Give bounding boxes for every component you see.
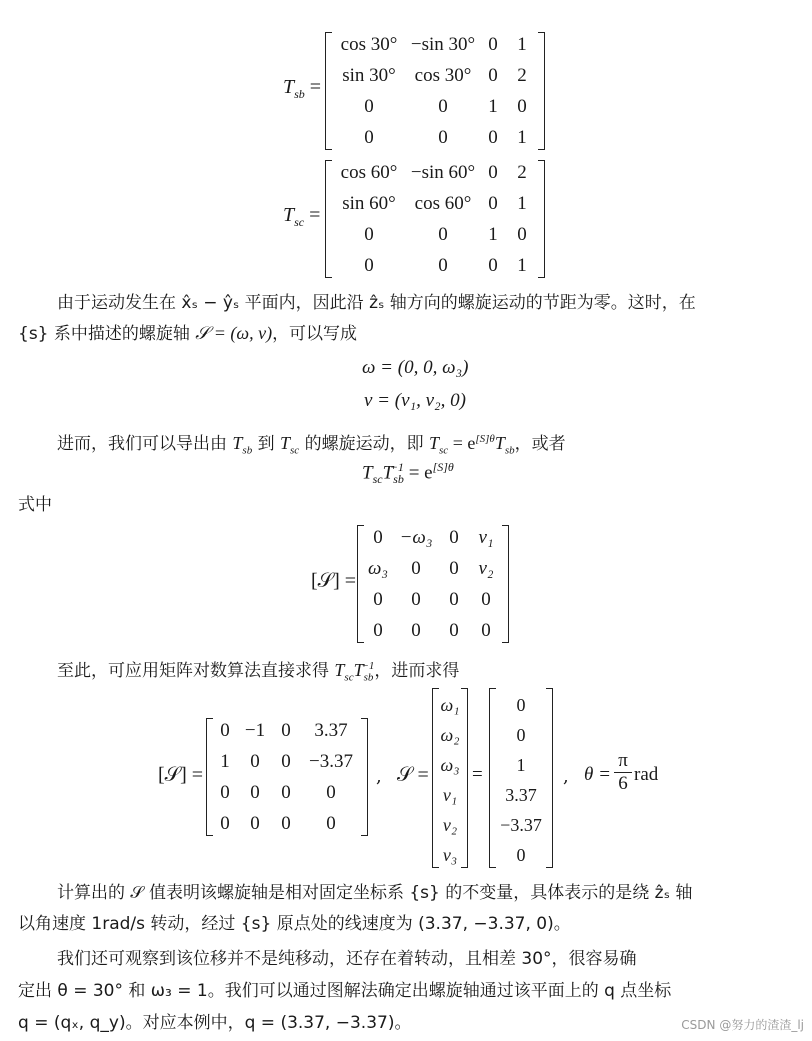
paragraph-matrix-log: 至此，可应用矩阵对数算法直接求得 $T_{sc}T_{sb}^{-1}$，进而求得 — [57, 660, 460, 684]
vector-entry: 0 — [516, 695, 526, 715]
v-equation: v = (v₁, v₂, 0) — [364, 390, 466, 411]
s-value-vector — [489, 688, 553, 868]
tsb-label: $T_{sb}$ = — [283, 76, 322, 101]
vector-entry: 0 — [516, 845, 526, 865]
equals-sign: = — [472, 764, 483, 785]
tsc-matrix — [325, 160, 545, 278]
matrix-cell: 1 — [517, 192, 527, 214]
vector-entry: 1 — [516, 755, 526, 775]
paragraph-angular-velocity: 以角速度 1rad/s 转动，经过 {s} 原点处的线速度为 (3.37, −3.37, 0)。 — [18, 914, 571, 934]
matrix-cell: −3.37 — [309, 750, 353, 772]
matrix-cell: cos 30° — [414, 64, 472, 86]
matrix-row — [363, 522, 503, 553]
matrix-cell: ω₃ — [367, 557, 389, 579]
vector-entry: ω₂ — [440, 725, 460, 745]
vector-entry: 0 — [516, 725, 526, 745]
tsb-matrix — [325, 32, 545, 150]
matrix-cell: 0 — [364, 254, 374, 276]
matrix-cell: 0 — [364, 126, 374, 148]
matrix-cell: 0 — [373, 526, 383, 548]
matrix-cell: −sin 30° — [410, 33, 476, 55]
omega-equation: ω = (0, 0, ω₃) — [362, 357, 469, 378]
matrix-cell: 0 — [281, 750, 291, 772]
matrix-cell: 0 — [438, 223, 448, 245]
theta-unit: rad — [634, 764, 659, 785]
matrix-cell: 0 — [373, 619, 383, 641]
matrix-row — [333, 219, 539, 250]
tsc-label: $T_{sc}$ = — [283, 204, 321, 229]
matrix-cell: 3.37 — [314, 719, 348, 741]
s-numeric-label: [𝒮] = — [158, 764, 204, 786]
matrix-cell: 0 — [481, 588, 491, 610]
matrix-cell: 0 — [481, 619, 491, 641]
vector-entry: v₁ — [442, 785, 458, 805]
matrix-row — [363, 615, 503, 646]
matrix-cell: cos 60° — [340, 161, 398, 183]
matrix-cell: 2 — [517, 64, 527, 86]
matrix-cell: 1 — [517, 33, 527, 55]
theta-fraction: $\frac{\pi}{6}$ — [614, 750, 632, 795]
matrix-cell: 0 — [220, 719, 230, 741]
matrix-cell: 1 — [517, 126, 527, 148]
matrix-cell: 0 — [281, 812, 291, 834]
matrix-cell: 0 — [250, 750, 260, 772]
matrix-cell: 0 — [250, 812, 260, 834]
paragraph-q-value: q = (qₓ, q_y)。对应本例中，q = (3.37, −3.37)。 — [18, 1013, 412, 1033]
shizhong-label: 式中 — [18, 495, 52, 515]
matrix-row — [212, 715, 362, 746]
vector-entry: v₂ — [442, 815, 458, 835]
matrix-cell: 2 — [517, 161, 527, 183]
paragraph-derive-screw: 进而，我们可以导出由 $T_{sb}$ 到 $T_{sc}$ 的螺旋运动，即 $T_{sc} = e^{[S]\theta}T_{sb}$，或者 — [57, 433, 566, 457]
matrix-cell: cos 60° — [414, 192, 472, 214]
paragraph-plane-motion: 由于运动发生在 x̂ₛ − ŷₛ 平面内，因此沿 ẑₛ 轴方向的螺旋运动的节距为零。这时，在 — [57, 293, 696, 313]
matrix-row — [212, 746, 362, 777]
matrix-row — [363, 584, 503, 615]
matrix-cell: 0 — [281, 719, 291, 741]
matrix-cell: 0 — [411, 619, 421, 641]
matrix-row — [363, 553, 503, 584]
matrix-cell: 0 — [364, 95, 374, 117]
matrix-cell: sin 60° — [342, 192, 396, 214]
matrix-cell: 0 — [220, 812, 230, 834]
s-numeric-matrix — [206, 718, 368, 836]
matrix-cell: 0 — [411, 588, 421, 610]
vector-entry: v₃ — [442, 845, 458, 865]
paragraph-q-point: 定出 θ = 30° 和 ω₃ = 1。我们可以通过图解法确定出螺旋轴通过该平面上的 q 点坐标 — [18, 981, 672, 1001]
matrix-cell: 0 — [411, 557, 421, 579]
matrix-cell: 0 — [488, 192, 498, 214]
matrix-cell: 1 — [517, 254, 527, 276]
matrix-cell: 0 — [438, 126, 448, 148]
matrix-cell: 1 — [488, 95, 498, 117]
paragraph-screw-axis: {s} 系中描述的螺旋轴 𝒮 = (ω, v)，可以写成 — [18, 323, 358, 344]
matrix-cell: −ω₃ — [399, 526, 433, 548]
matrix-cell: 0 — [449, 526, 459, 548]
matrix-cell: −1 — [244, 719, 266, 741]
theta-lhs: θ = — [584, 764, 611, 785]
matrix-cell: 0 — [326, 812, 336, 834]
s-symbol-vector — [432, 688, 468, 868]
matrix-cell: 0 — [438, 254, 448, 276]
matrix-row — [333, 122, 539, 153]
matrix-row — [333, 188, 539, 219]
vector-entry: ω₃ — [440, 755, 460, 775]
s-vector-label: 𝒮 = — [397, 764, 429, 786]
matrix-cell: 0 — [220, 781, 230, 803]
matrix-cell: 0 — [488, 126, 498, 148]
matrix-cell: 0 — [449, 588, 459, 610]
matrix-cell: 1 — [488, 223, 498, 245]
paragraph-screw-invariant: 计算出的 𝒮 值表明该螺旋轴是相对固定坐标系 {s} 的不变量，具体表示的是绕 ẑₛ 轴 — [57, 883, 693, 903]
matrix-cell: 0 — [373, 588, 383, 610]
paragraph-rotation-observation: 我们还可观察到该位移并不是纯移动，还存在着转动，且相差 30°，很容易确 — [57, 949, 637, 969]
matrix-cell: v₁ — [478, 526, 494, 548]
matrix-cell: 0 — [488, 64, 498, 86]
matrix-cell: −sin 60° — [410, 161, 476, 183]
comma-1: , — [376, 766, 382, 787]
matrix-row — [333, 250, 539, 281]
matrix-row — [333, 91, 539, 122]
matrix-cell: 0 — [364, 223, 374, 245]
matrix-row — [333, 29, 539, 60]
matrix-cell: 0 — [438, 95, 448, 117]
vector-entry: −3.37 — [500, 815, 542, 835]
matrix-cell: 0 — [488, 254, 498, 276]
matrix-row — [212, 777, 362, 808]
matrix-cell: 0 — [488, 161, 498, 183]
matrix-cell: 0 — [517, 95, 527, 117]
vector-entry: 3.37 — [505, 785, 537, 805]
matrix-cell: 1 — [220, 750, 230, 772]
comma-2: , — [563, 766, 569, 787]
csdn-watermark: CSDN @努力的渣渣_lj — [681, 1018, 804, 1032]
matrix-cell: 0 — [449, 619, 459, 641]
matrix-cell: 0 — [517, 223, 527, 245]
matrix-row — [212, 808, 362, 839]
matrix-cell: 0 — [488, 33, 498, 55]
s-symbolic-matrix — [357, 525, 509, 643]
vector-entry: ω₁ — [440, 695, 460, 715]
matrix-row — [333, 157, 539, 188]
log-equation: $T_{sc}T_{sb}^{-1} = e^{[S]\theta}$ — [362, 460, 454, 487]
matrix-cell: cos 30° — [340, 33, 398, 55]
matrix-cell: v₂ — [478, 557, 494, 579]
matrix-cell: sin 30° — [342, 64, 396, 86]
matrix-cell: 0 — [449, 557, 459, 579]
matrix-cell: 0 — [281, 781, 291, 803]
matrix-cell: 0 — [250, 781, 260, 803]
matrix-cell: 0 — [326, 781, 336, 803]
s-matrix-label: [𝒮] = — [311, 570, 357, 592]
matrix-row — [333, 60, 539, 91]
